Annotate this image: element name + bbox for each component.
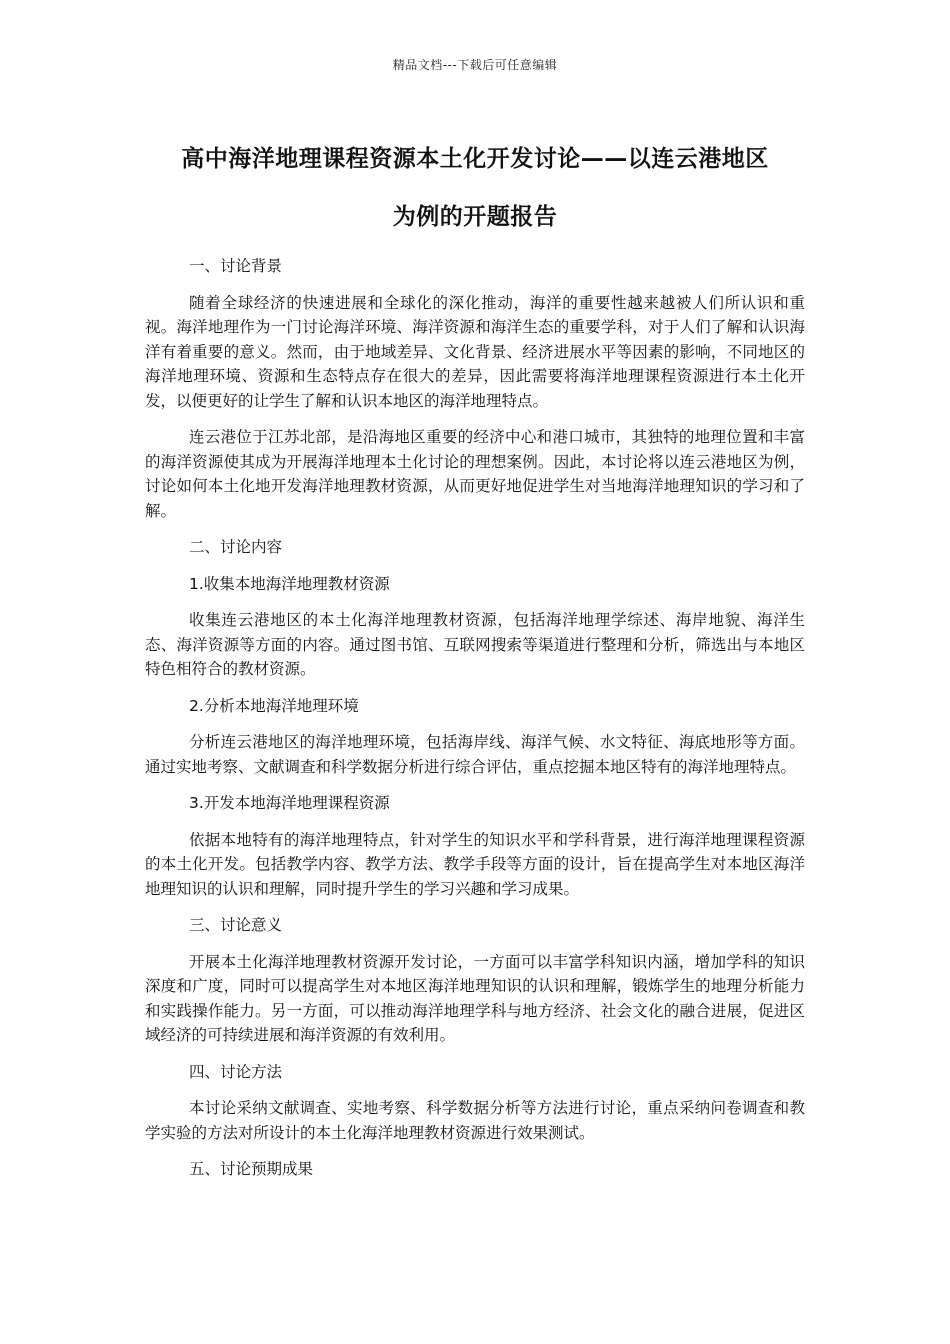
paragraph-methods: 本讨论采纳文献调查、实地考察、科学数据分析等方法进行讨论，重点采纳问卷调查和教学实验的方法对所设计的本土化海洋地理教材资源进行效果测试。 — [145, 1099, 805, 1142]
subheading-develop-resources: 3.开发本地海洋地理课程资源 — [189, 794, 390, 812]
section-heading-content: 二、讨论内容 — [189, 538, 283, 556]
section-heading-significance: 三、讨论意义 — [189, 916, 283, 934]
section-heading-expected-results: 五、讨论预期成果 — [189, 1160, 314, 1178]
section-heading-methods: 四、讨论方法 — [189, 1062, 283, 1081]
paragraph-background-2: 连云港位于江苏北部，是沿海地区重要的经济中心和港口城市，其独特的地理位置和丰富的海洋资源使其成为开展海洋地理本土化讨论的理想案例。因此，本讨论将以连云港地区为例，讨论如何本土化地开发海洋地理教材资源，从而更好地促进学生对当地海洋地理知识的学习和了解。 — [145, 428, 805, 520]
document-body — [145, 254, 805, 1194]
header-note: 精品文档---下载后可任意编辑 — [392, 58, 558, 72]
paragraph-develop-resources: 依据本地特有的海洋地理特点，针对学生的知识水平和学科背景，进行海洋地理课程资源的本土化开发。包括教学内容、教学方法、教学手段等方面的设计，旨在提高学生对本地区海洋地理知识的认识和理解，同时提升学生的学习兴趣和学习成果。 — [145, 830, 805, 898]
document-title — [145, 130, 805, 246]
section-heading-background: 一、讨论背景 — [189, 257, 283, 275]
paragraph-collect-resources: 收集连云港地区的本土化海洋地理教材资源，包括海洋地理学综述、海岸地貌、海洋生态、海洋资源等方面的内容。通过图书馆、互联网搜索等渠道进行整理和分析，筛选出与本地区特色相符合的教材资源。 — [145, 611, 805, 678]
subheading-collect-resources: 1.收集本地海洋地理教材资源 — [189, 574, 390, 593]
title-line-1: 高中海洋地理课程资源本土化开发讨论——以连云港地区 — [181, 146, 769, 172]
paragraph-background-1: 随着全球经济的快速进展和全球化的深化推动，海洋的重要性越来越被人们所认识和重视。海洋地理作为一门讨论海洋环境、海洋资源和海洋生态的重要学科，对于人们了解和认识海洋有着重要的意义。然而，由于地域差异、文化背景、经济进展水平等因素的影响，不同地区的海洋地理环境、资源和生态特点存在很大的差异，因此需要将海洋地理课程资源进行本土化开发，以便更好的让学生了解和认识本地区的海洋地理特点。 — [145, 293, 805, 410]
paragraph-significance: 开展本土化海洋地理教材资源开发讨论，一方面可以丰富学科知识内涵，增加学科的知识深度和广度，同时可以提高学生对本地区海洋地理知识的认识和理解，锻炼学生的地理分析能力和实践操作能力。另一方面，可以推动海洋地理学科与地方经济、社会文化的融合进展，促进区域经济的可持续进展和海洋资源的有效利用。 — [145, 952, 805, 1044]
title-line-2: 为例的开题报告 — [392, 204, 558, 230]
paragraph-analyze-environment: 分析连云港地区的海洋地理环境，包括海岸线、海洋气候、水文特征、海底地形等方面。通过实地考察、文献调查和科学数据分析进行综合评估，重点挖掘本地区特有的海洋地理特点。 — [145, 733, 805, 776]
subheading-analyze-environment: 2.分析本地海洋地理环境 — [189, 696, 359, 715]
